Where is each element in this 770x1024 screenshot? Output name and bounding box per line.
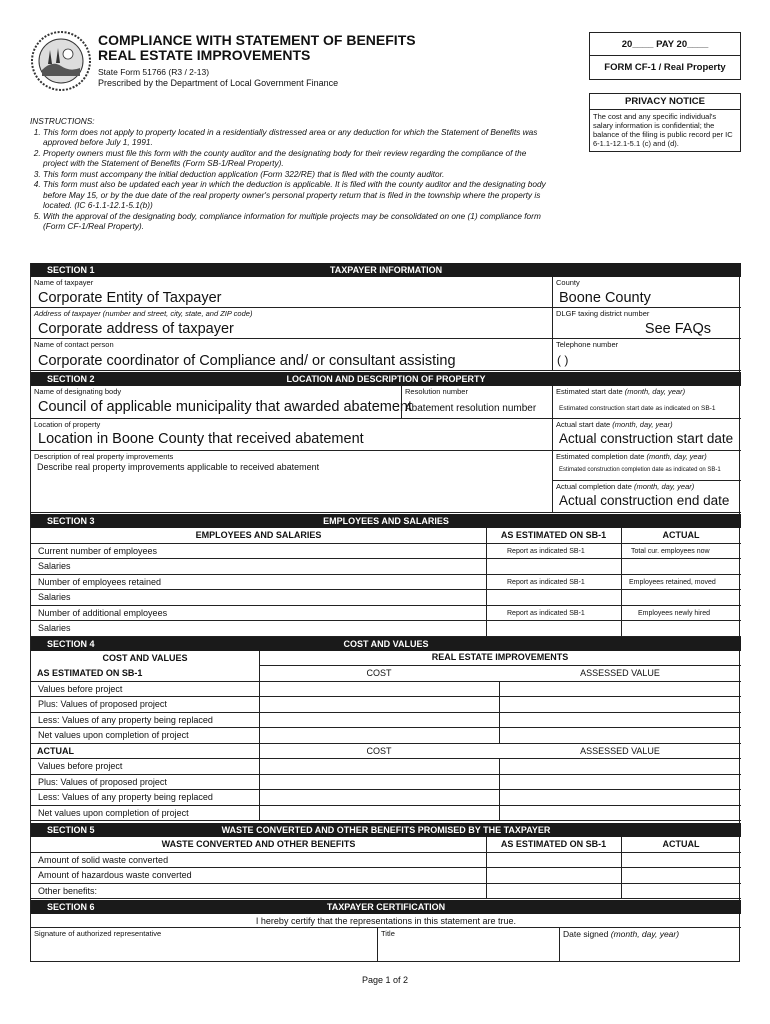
contact-person-label: Name of contact person [34,340,114,349]
date-signed-label: Date signed (month, day, year) [563,929,680,939]
designating-body-value: Council of applicable municipality that awarded abatement [38,399,412,415]
state-seal-icon [30,30,92,92]
designating-body-field[interactable] [31,386,412,419]
table-row[interactable] [31,853,741,869]
estimated-sb1-heading: AS ESTIMATED ON SB-1 [500,839,607,849]
actual-start-label: Actual start date (month, day, year) [556,420,673,429]
improvements-description-value: Describe real property improvements applicable to received abatement [37,462,320,472]
taxpayer-name-value: Corporate Entity of Taxpayer [38,290,222,306]
instructions [30,116,550,232]
prescribed-by: Prescribed by the Department of Local Government Finance [98,78,339,88]
actual-completion-field[interactable] [553,481,741,513]
year-line[interactable]: 20____ PAY 20____ [590,33,740,56]
assessed-value-heading: ASSESSED VALUE [580,668,660,678]
column-divider [259,651,260,821]
table-row[interactable] [31,884,741,900]
actual-heading: ACTUAL [662,839,700,849]
actual-start-field[interactable] [553,419,741,451]
section4-title: COST AND VALUES [343,639,429,649]
row-label: Values before project [38,761,123,771]
contact-person-value: Corporate coordinator of Compliance and/ or consultant assisting [38,353,456,369]
improvements-description-label: Description of real property improvements [34,452,174,461]
row-label: Net values upon completion of project [38,807,189,818]
cost-heading: COST [366,745,392,756]
section1-number: SECTION 1 [47,265,95,275]
county-value: Boone County [559,290,651,306]
row-label: Other benefits: [38,885,98,896]
actual-completion-value: Actual construction end date [559,493,730,508]
row-estimated: Report as indicated SB-1 [507,609,585,617]
instruction-item: 1. This form does not apply to property located in a residentially distressed area or any deduction for which the Statement of Benefits was approved before July 1, 1991. [43,127,550,148]
instruction-item: 2. Property owners must file this form with the county auditor and the designating body for their review regarding the compliance of the project with the Statement of Benefits (Form SB-1/Real Property). [43,148,550,169]
table-row[interactable] [31,759,741,775]
cost-heading: COST [366,668,392,678]
real-estate-improvements-heading: REAL ESTATE IMPROVEMENTS [431,652,569,662]
cost-values-heading: COST AND VALUES [102,653,188,663]
row-label: Current number of employees [38,545,158,556]
improvements-description-field[interactable] [31,451,553,513]
row-label: Net values upon completion of project [38,730,189,740]
row-label: Number of employees retained [38,576,162,587]
actual-label: ACTUAL [37,745,74,756]
section4-group-headers [31,651,741,666]
column-divider [621,528,622,636]
section2-header [31,372,741,386]
employees-salaries-heading: EMPLOYEES AND SALARIES [195,530,322,540]
row-actual: Total cur. employees now [631,547,710,555]
row-label: Amount of hazardous waste converted [38,870,192,880]
row-estimated: Report as indicated SB-1 [507,547,585,555]
row-actual: Employees retained, moved [629,578,716,586]
section1-header [31,263,741,277]
title-label: Title [381,929,395,938]
instructions-heading: INSTRUCTIONS: [30,116,95,126]
table-row[interactable] [31,682,741,698]
taxpayer-address-label: Address of taxpayer (number and street, city, state, and ZIP code) [34,309,253,318]
section2-number: SECTION 2 [47,374,95,384]
table-row[interactable] [31,697,741,713]
row-actual: Employees newly hired [638,609,710,617]
section3-number: SECTION 3 [47,516,95,526]
contact-person-field[interactable] [31,339,553,371]
page-number: Page 1 of 2 [361,975,409,985]
section5-title: WASTE CONVERTED AND OTHER BENEFITS PROMISED BY THE TAXPAYER [221,825,551,835]
table-row[interactable] [31,575,741,591]
resolution-number-label: Resolution number [405,387,468,396]
section3-header [31,514,741,528]
dlgf-label: DLGF taxing district number [556,309,650,318]
section2-title: LOCATION AND DESCRIPTION OF PROPERTY [286,374,486,384]
resolution-number-field[interactable] [402,386,553,419]
taxpayer-name-field[interactable] [31,277,553,308]
estimated-start-label: Estimated start date (month, day, year) [556,387,686,396]
signature-field[interactable] [31,928,378,962]
table-row[interactable] [31,806,741,822]
telephone-field[interactable] [553,339,741,371]
county-field[interactable] [553,277,741,308]
section3-title: EMPLOYEES AND SALARIES [323,516,449,526]
title-field[interactable] [378,928,560,962]
date-signed-field[interactable] [560,928,741,962]
actual-heading: ACTUAL [662,530,700,540]
table-row[interactable] [31,868,741,884]
resolution-number-value: Abatement resolution number [405,403,537,414]
row-label: Less: Values of any property being replaced [38,792,213,802]
table-row[interactable] [31,606,741,622]
section5-number: SECTION 5 [47,825,95,835]
actual-subheader-row [31,744,741,760]
property-location-label: Location of property [34,420,101,429]
taxpayer-address-field[interactable] [31,308,553,339]
dlgf-value: See FAQs [644,321,711,337]
estimated-completion-label: Estimated completion date (month, day, year) [556,452,707,461]
instruction-item: 4. This form must also be updated each year in which the deduction is applicable. It is filed with the county auditor and the designating body before May 15, or by the due date of the real property owner's personal property return that is filed in the township where the property is located. (IC 6-1.1-12.1-5.1(b)) [43,179,550,211]
column-divider [486,528,487,636]
table-row[interactable] [31,775,741,791]
instruction-item: 3. This form must accompany the initial deduction application (Form 322/RE) that is filed with the county auditor. [43,169,550,180]
certification-text: I hereby certify that the representations in this statement are true. [255,916,517,926]
state-form-number: State Form 51766 (R3 / 2-13) [98,67,210,77]
privacy-text: The cost and any specific individual's salary information is confidential; the balance of the filing is public record per IC 6-1.1-12.1-5.1 (c) and (d). [593,112,733,148]
taxpayer-address-value: Corporate address of taxpayer [38,321,234,337]
telephone-value: ( ) [557,353,569,367]
row-label: Values before project [38,683,123,694]
property-location-field[interactable] [31,419,553,451]
privacy-title: PRIVACY NOTICE [590,94,740,110]
privacy-notice [589,93,741,152]
signature-label: Signature of authorized representative [34,929,162,938]
assessed-value-heading: ASSESSED VALUE [580,745,660,756]
row-label: Salaries [38,561,71,571]
dlgf-field[interactable] [553,308,741,339]
table-row[interactable] [31,728,741,744]
section3-column-headers [31,528,741,544]
property-location-value: Location in Boone County that received abatement [38,431,364,447]
actual-completion-label: Actual completion date (month, day, year) [556,482,695,491]
section6-title: TAXPAYER CERTIFICATION [326,902,446,912]
row-label: Plus: Values of proposed project [38,699,167,709]
estimated-start-field[interactable] [553,386,741,419]
estimated-start-value: Estimated construction start date as indicated on SB-1 [559,405,716,412]
estimated-completion-value: Estimated construction completion date as indicated on SB-1 [559,467,721,473]
table-row[interactable] [31,713,741,729]
section5-header [31,823,741,837]
row-label: Plus: Values of proposed project [38,776,167,787]
section1-title: TAXPAYER INFORMATION [329,265,443,275]
table-row[interactable] [31,621,741,637]
column-divider [499,759,500,821]
form-body [30,263,740,962]
column-divider [486,837,487,899]
row-label: Salaries [38,592,71,602]
row-label: Salaries [38,623,71,633]
section5-column-headers [31,837,741,853]
taxpayer-name-label: Name of taxpayer [34,278,94,287]
row-label: Less: Values of any property being replaced [38,714,213,725]
telephone-label: Telephone number [556,340,619,349]
estimated-sb1-label: AS ESTIMATED ON SB-1 [37,668,143,678]
instruction-item: 5. With the approval of the designating body, compliance information for multiple projects may be consolidated on one (1) compliance form (Form CF-1/Real Property). [43,211,550,232]
table-row[interactable] [31,544,741,560]
table-row[interactable] [31,790,741,806]
section4-number: SECTION 4 [47,639,95,649]
table-row[interactable] [31,590,741,606]
estimated-subheader-row [31,666,741,682]
row-label: Amount of solid waste converted [38,854,169,865]
actual-start-value: Actual construction start date [559,431,734,446]
county-label: County [556,278,580,287]
section6-number: SECTION 6 [47,902,95,912]
year-box [589,32,741,80]
section4-header [31,637,741,651]
section6-header [31,900,741,914]
form-title: COMPLIANCE WITH STATEMENT OF BENEFITS REAL ESTATE IMPROVEMENTS [98,32,416,63]
certification-statement [31,914,741,928]
waste-benefits-heading: WASTE CONVERTED AND OTHER BENEFITS [161,839,356,849]
row-estimated: Report as indicated SB-1 [507,578,585,586]
form-name: FORM CF-1 / Real Property [604,62,726,73]
column-divider [621,837,622,899]
estimated-sb1-heading: AS ESTIMATED ON SB-1 [500,530,607,540]
table-row[interactable] [31,559,741,575]
row-label: Number of additional employees [38,607,168,618]
column-divider [499,681,500,743]
estimated-completion-field[interactable] [553,451,741,481]
designating-body-label: Name of designating body [34,387,122,396]
